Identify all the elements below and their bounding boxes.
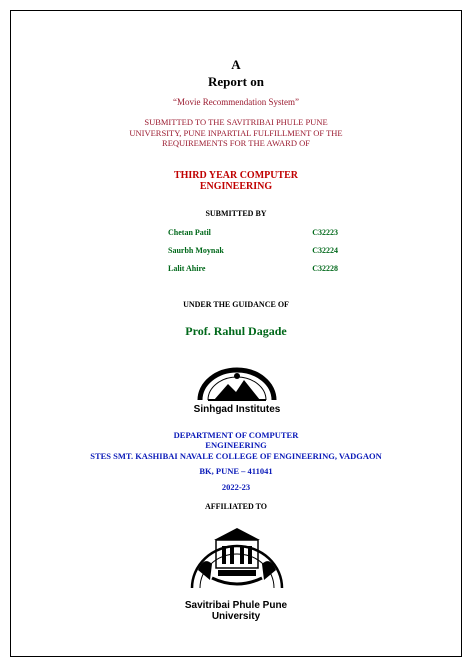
student-roll: C32223 [312,228,338,237]
university-name [10,600,462,622]
student-list [168,228,338,282]
department-name [10,430,462,450]
title-report-on: Report on [208,74,264,89]
department-line-1: DEPARTMENT OF COMPUTER [173,430,299,440]
guide-name: Prof. Rahul Dagade [185,324,287,338]
sinhgad-logo-text: Sinhgad Institutes [193,404,281,415]
sinhgad-institutes-logo [178,366,296,416]
university-line-1: Savitribai Phule Pune [184,600,288,611]
project-title: “Movie Recommendation System” [173,97,299,107]
student-name: Saurbh Moynak [168,246,224,255]
degree-line-2: ENGINEERING [199,181,273,192]
guidance-label: UNDER THE GUIDANCE OF [183,300,289,309]
university-line-2: University [211,611,261,622]
title-article: A [231,57,241,72]
student-name: Lalit Ahire [168,264,206,273]
college-name: STES SMT. KASHIBAI NAVALE COLLEGE OF ENGINEERING, VADGAON [90,451,382,461]
student-name: Chetan Patil [168,228,211,237]
degree-line-1: THIRD YEAR COMPUTER [173,170,299,181]
academic-year: 2022-23 [221,482,251,492]
submission-line-2: UNIVERSITY, PUNE INPARTIAL FULFILLMENT OF THE [129,127,343,138]
student-row [168,228,338,246]
student-row [168,246,338,264]
submission-line-1: SUBMITTED TO THE SAVITRIBAI PHULE PUNE [144,117,328,127]
student-roll: C32228 [312,264,338,273]
student-row [168,264,338,282]
college-address: BK, PUNE – 411041 [199,466,273,476]
affiliated-label: AFFILIATED TO [204,502,267,511]
university-seal-logo [178,518,296,598]
department-line-2: ENGINEERING [205,440,267,450]
degree-title [10,170,462,192]
submitted-by-label: SUBMITTED BY [205,209,267,218]
student-roll: C32224 [312,246,338,255]
submission-statement [10,117,462,149]
submission-line-3: REQUIREMENTS FOR THE AWARD OF [162,138,310,148]
